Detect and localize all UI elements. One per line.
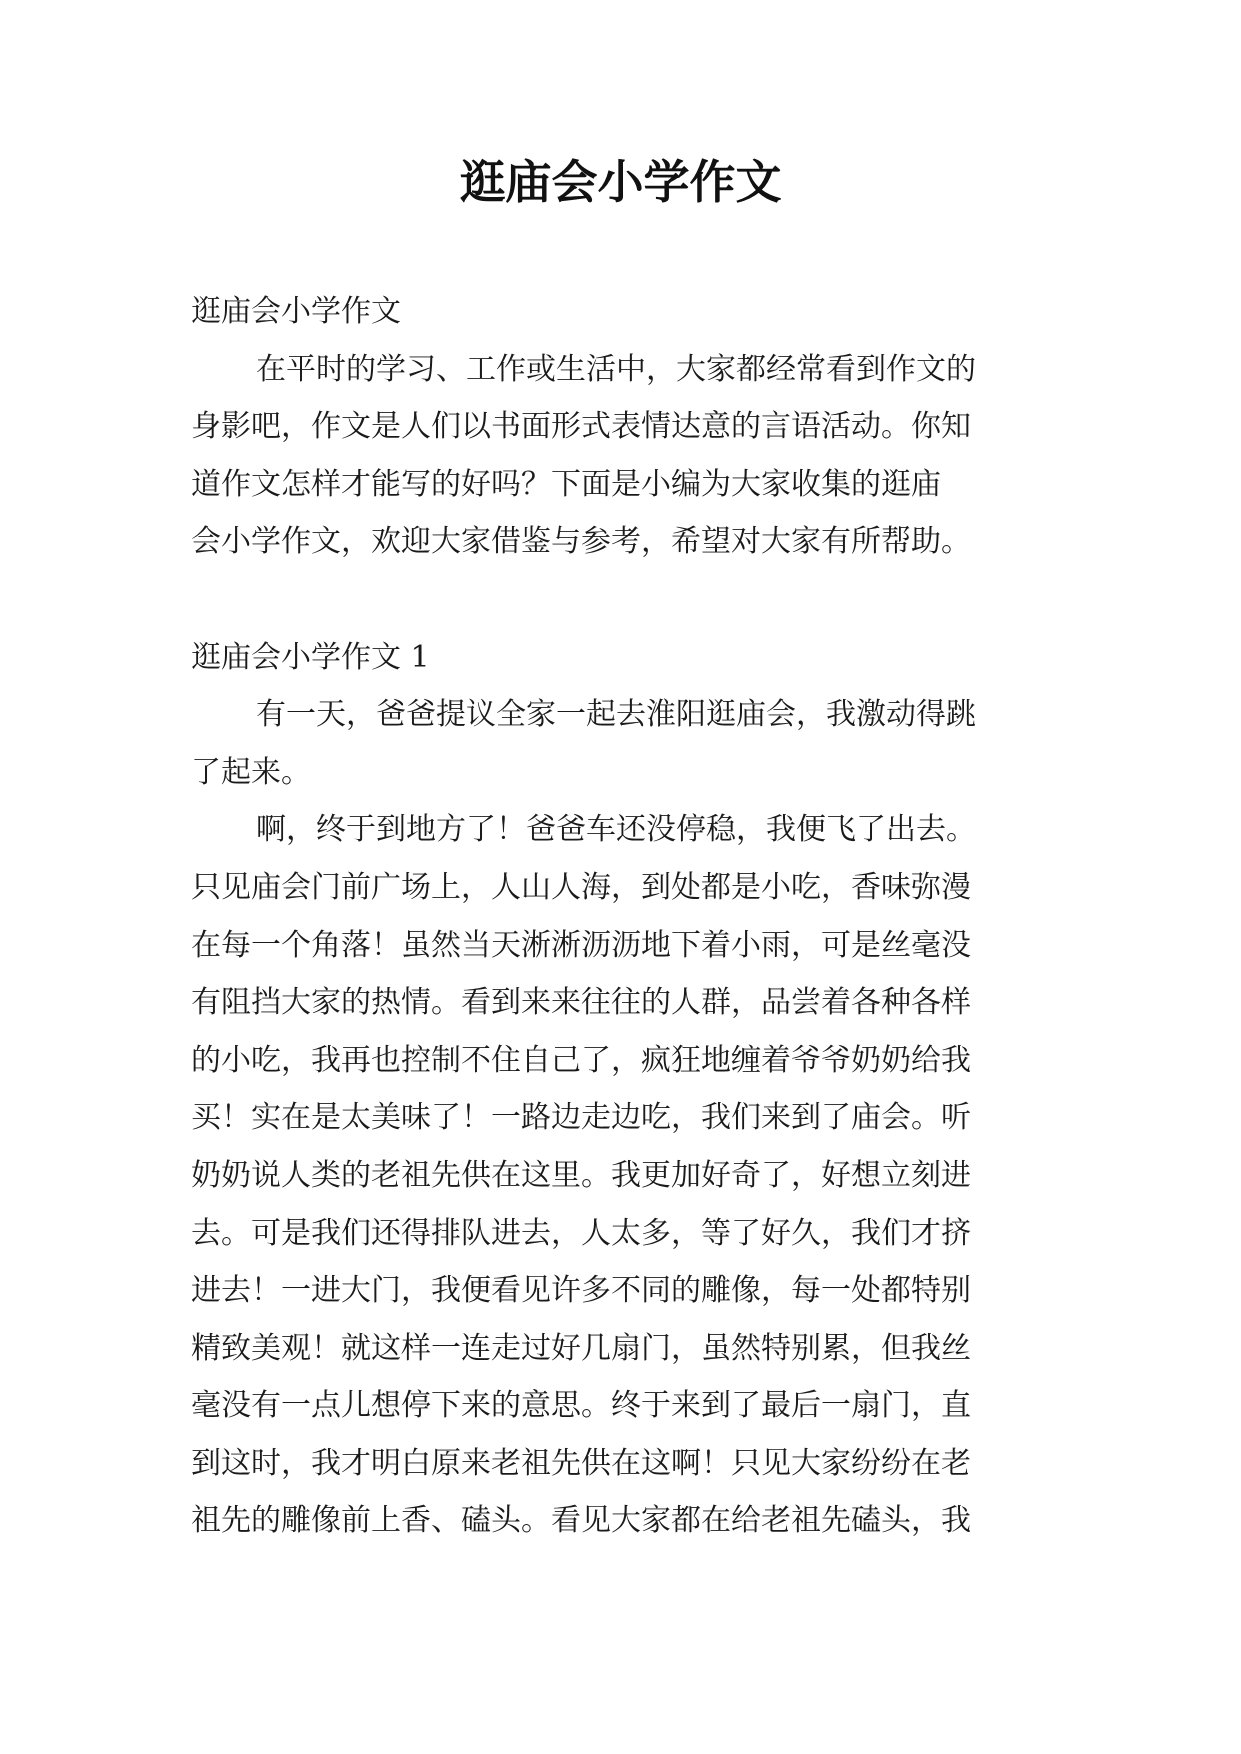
text-line: 有一天，爸爸提议全家一起去淮阳逛庙会，我激动得跳 [256, 697, 976, 733]
text-line: 道作文怎样才能写的好吗？下面是小编为大家收集的逛庙 [191, 466, 941, 502]
essay-paragraph-2 [191, 801, 1061, 1550]
text-line: 了起来。 [191, 754, 311, 790]
text-line: 到这时，我才明白原来老祖先供在这啊！只见大家纷纷在老 [191, 1445, 971, 1481]
document-body [191, 283, 1061, 1550]
text-line: 毫没有一点儿想停下来的意思。终于来到了最后一扇门，直 [191, 1388, 971, 1424]
document-title: 逛庙会小学作文 [459, 155, 782, 209]
text-line: 在每一个角落！虽然当天淅淅沥沥地下着小雨，可是丝毫没 [191, 927, 971, 963]
text-line: 买！实在是太美味了！一路边走边吃，我们来到了庙会。听 [191, 1100, 971, 1136]
section-heading: 逛庙会小学作文 1 [191, 639, 430, 675]
essay-subtitle: 逛庙会小学作文 [191, 294, 401, 329]
text-line: 祖先的雕像前上香、磕头。看见大家都在给老祖先磕头，我 [191, 1503, 971, 1539]
text-line: 的小吃，我再也控制不住自己了，疯狂地缠着爷爷奶奶给我 [191, 1042, 971, 1078]
text-line: 有阻挡大家的热情。看到来来往往的人群，品尝着各种各样 [191, 985, 971, 1021]
text-line: 只见庙会门前广场上，人山人海，到处都是小吃，香味弥漫 [191, 869, 971, 905]
text-line: 进去！一进大门，我便看见许多不同的雕像，每一处都特别 [191, 1273, 971, 1309]
intro-paragraph [191, 341, 1061, 571]
text-line: 身影吧，作文是人们以书面形式表情达意的言语活动。你知 [191, 409, 971, 445]
text-line: 会小学作文，欢迎大家借鉴与参考，希望对大家有所帮助。 [191, 524, 971, 560]
text-line: 去。可是我们还得排队进去，人太多，等了好久，我们才挤 [191, 1215, 971, 1251]
text-line: 在平时的学习、工作或生活中，大家都经常看到作文的 [256, 351, 976, 387]
text-line: 啊，终于到地方了！爸爸车还没停稳，我便飞了出去。 [256, 812, 976, 848]
text-line: 精致美观！就这样一连走过好几扇门，虽然特别累，但我丝 [191, 1330, 971, 1366]
paragraph-gap [191, 571, 1061, 629]
essay-paragraph-1 [191, 686, 1061, 801]
text-line: 奶奶说人类的老祖先供在这里。我更加好奇了，好想立刻进 [191, 1157, 971, 1193]
